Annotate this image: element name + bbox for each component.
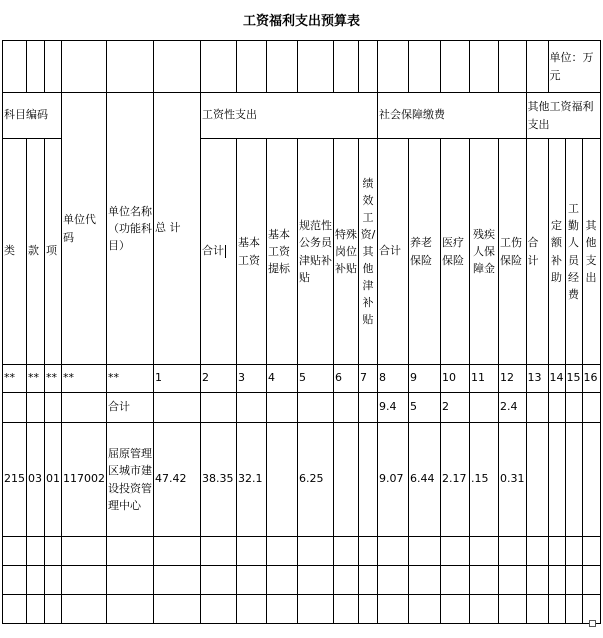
- data-injury: 0.31: [499, 423, 527, 537]
- col-total: 总 计: [154, 93, 201, 365]
- blank-cell: [298, 41, 334, 93]
- group-other-welfare: 其他工资福利支出: [526, 93, 600, 139]
- blank-cell: [3, 537, 27, 566]
- total-injury: 2.4: [499, 393, 527, 423]
- blank-cell: [3, 595, 27, 624]
- total-pension: 5: [409, 393, 441, 423]
- blank-cell: [565, 566, 582, 595]
- total-row-label: 合计: [107, 393, 154, 423]
- blank-cell: [62, 41, 107, 93]
- index-cell: 13: [526, 365, 548, 393]
- col-lei: 类: [3, 139, 27, 365]
- index-cell: **: [62, 365, 107, 393]
- blank-cell: [582, 423, 600, 537]
- blank-cell: [548, 537, 565, 566]
- blank-cell: [499, 566, 527, 595]
- index-cell: 6: [334, 365, 359, 393]
- col-wage-total: 合计: [201, 139, 237, 365]
- blank-cell: [359, 595, 378, 624]
- blank-cell: [267, 537, 298, 566]
- blank-cell: [499, 537, 527, 566]
- data-civil-allowance: 6.25: [298, 423, 334, 537]
- blank-cell: [27, 393, 45, 423]
- blank-cell: [3, 566, 27, 595]
- blank-cell: [237, 595, 267, 624]
- blank-cell: [237, 41, 267, 93]
- data-basic-wage: 32.1: [237, 423, 267, 537]
- group-social-security: 社会保障缴费: [378, 93, 527, 139]
- col-basic-wage: 基本工资: [237, 139, 267, 365]
- blank-cell: [298, 537, 334, 566]
- col-disability: 残疾人保障金: [470, 139, 499, 365]
- blank-cell: [237, 393, 267, 423]
- col-medical: 医疗保险: [441, 139, 470, 365]
- col-kuan: 款: [27, 139, 45, 365]
- blank-cell: [201, 393, 237, 423]
- blank-cell: [62, 537, 107, 566]
- blank-cell: [201, 41, 237, 93]
- col-performance: 绩效工资/其他津补贴: [359, 139, 378, 365]
- col-other-expense: 其他支出: [582, 139, 600, 365]
- blank-cell: [62, 393, 107, 423]
- index-cell: 3: [237, 365, 267, 393]
- col-special-post: 特殊岗位补贴: [334, 139, 359, 365]
- blank-cell: [267, 566, 298, 595]
- blank-cell: [334, 41, 359, 93]
- index-cell: 2: [201, 365, 237, 393]
- blank-cell: [565, 423, 582, 537]
- blank-cell: [267, 41, 298, 93]
- blank-cell: [201, 595, 237, 624]
- col-unit-code: 单位代码: [62, 93, 107, 365]
- data-medical: 2.17: [441, 423, 470, 537]
- blank-cell: [107, 537, 154, 566]
- blank-cell: [499, 41, 527, 93]
- blank-cell: [470, 595, 499, 624]
- data-unit-code: 117002: [62, 423, 107, 537]
- blank-cell: [62, 566, 107, 595]
- blank-cell: [267, 393, 298, 423]
- data-lei: 215: [3, 423, 27, 537]
- blank-cell: [470, 566, 499, 595]
- total-medical: 2: [441, 393, 470, 423]
- blank-cell: [548, 393, 565, 423]
- index-cell: 5: [298, 365, 334, 393]
- blank-cell: [154, 566, 201, 595]
- blank-cell: [378, 566, 409, 595]
- col-basic-wage-raise: 基本工资提标: [267, 139, 298, 365]
- blank-cell: [409, 595, 441, 624]
- index-cell: 12: [499, 365, 527, 393]
- blank-cell: [526, 566, 548, 595]
- index-cell: 8: [378, 365, 409, 393]
- data-social-total: 9.07: [378, 423, 409, 537]
- index-cell: **: [3, 365, 27, 393]
- blank-cell: [582, 393, 600, 423]
- blank-cell: [526, 393, 548, 423]
- blank-cell: [27, 537, 45, 566]
- blank-cell: [548, 595, 565, 624]
- total-social-total: 9.4: [378, 393, 409, 423]
- index-cell: 14: [548, 365, 565, 393]
- blank-cell: [334, 537, 359, 566]
- blank-cell: [548, 423, 565, 537]
- blank-cell: [565, 595, 582, 624]
- blank-cell: [565, 537, 582, 566]
- blank-cell: [3, 393, 27, 423]
- blank-cell: [45, 41, 62, 93]
- blank-cell: [378, 595, 409, 624]
- blank-cell: [470, 537, 499, 566]
- blank-cell: [107, 566, 154, 595]
- blank-cell: [3, 41, 27, 93]
- blank-cell: [409, 41, 441, 93]
- blank-cell: [548, 566, 565, 595]
- index-cell: **: [27, 365, 45, 393]
- blank-cell: [359, 393, 378, 423]
- data-xiang: 01: [45, 423, 62, 537]
- index-cell: **: [45, 365, 62, 393]
- page-title: 工资福利支出预算表: [242, 14, 360, 29]
- blank-cell: [409, 537, 441, 566]
- group-wage-expense: 工资性支出: [201, 93, 378, 139]
- blank-cell: [334, 423, 359, 537]
- data-unit-name: 屈原管理区城市建设投资管理中心: [107, 423, 154, 537]
- blank-cell: [334, 595, 359, 624]
- blank-cell: [237, 537, 267, 566]
- blank-cell: [441, 566, 470, 595]
- blank-cell: [499, 595, 527, 624]
- blank-cell: [526, 41, 548, 93]
- blank-cell: [470, 41, 499, 93]
- blank-cell: [45, 595, 62, 624]
- blank-cell: [298, 566, 334, 595]
- col-civil-allowance: 规范性公务员津贴补贴: [298, 139, 334, 365]
- unit-label: 单位：万元: [548, 41, 600, 93]
- blank-cell: [27, 566, 45, 595]
- col-xiang: 项: [45, 139, 62, 365]
- index-cell: 4: [267, 365, 298, 393]
- blank-cell: [201, 537, 237, 566]
- blank-cell: [526, 423, 548, 537]
- index-cell: 9: [409, 365, 441, 393]
- blank-cell: [582, 566, 600, 595]
- resize-handle[interactable]: [589, 620, 596, 627]
- blank-cell: [154, 537, 201, 566]
- col-fixed-subsidy: 定额补助: [548, 139, 565, 365]
- blank-cell: [298, 393, 334, 423]
- blank-cell: [201, 566, 237, 595]
- index-cell: **: [107, 365, 154, 393]
- blank-cell: [441, 537, 470, 566]
- blank-cell: [359, 41, 378, 93]
- blank-cell: [237, 566, 267, 595]
- col-other-total: 合计: [526, 139, 548, 365]
- text-cursor: [225, 245, 226, 258]
- index-cell: 11: [470, 365, 499, 393]
- blank-cell: [441, 595, 470, 624]
- blank-cell: [409, 566, 441, 595]
- blank-cell: [359, 423, 378, 537]
- blank-cell: [45, 393, 62, 423]
- blank-cell: [298, 595, 334, 624]
- data-total: 47.42: [154, 423, 201, 537]
- blank-cell: [526, 595, 548, 624]
- blank-cell: [154, 393, 201, 423]
- blank-cell: [27, 41, 45, 93]
- index-cell: 16: [582, 365, 600, 393]
- col-social-total: 合计: [378, 139, 409, 365]
- blank-cell: [441, 41, 470, 93]
- budget-table: [2, 40, 601, 624]
- blank-cell: [334, 393, 359, 423]
- blank-cell: [27, 595, 45, 624]
- group-subject-code: 科目编码: [3, 93, 62, 139]
- index-cell: 10: [441, 365, 470, 393]
- index-cell: 7: [359, 365, 378, 393]
- blank-cell: [154, 595, 201, 624]
- blank-cell: [582, 537, 600, 566]
- index-cell: 15: [565, 365, 582, 393]
- blank-cell: [45, 537, 62, 566]
- blank-cell: [378, 41, 409, 93]
- col-injury: 工伤保险: [499, 139, 527, 365]
- blank-cell: [359, 537, 378, 566]
- data-kuan: 03: [27, 423, 45, 537]
- blank-cell: [45, 566, 62, 595]
- index-cell: 1: [154, 365, 201, 393]
- blank-cell: [154, 41, 201, 93]
- blank-cell: [107, 595, 154, 624]
- blank-cell: [267, 595, 298, 624]
- blank-cell: [470, 393, 499, 423]
- col-worker-fund: 工勤人员经费: [565, 139, 582, 365]
- blank-cell: [565, 393, 582, 423]
- data-wage-total: 38.35: [201, 423, 237, 537]
- blank-cell: [107, 41, 154, 93]
- data-disability: .15: [470, 423, 499, 537]
- blank-cell: [359, 566, 378, 595]
- blank-cell: [526, 537, 548, 566]
- blank-cell: [62, 595, 107, 624]
- col-unit-name: 单位名称（功能科目）: [107, 93, 154, 365]
- blank-cell: [267, 423, 298, 537]
- blank-cell: [334, 566, 359, 595]
- blank-cell: [378, 537, 409, 566]
- col-pension: 养老保险: [409, 139, 441, 365]
- data-pension: 6.44: [409, 423, 441, 537]
